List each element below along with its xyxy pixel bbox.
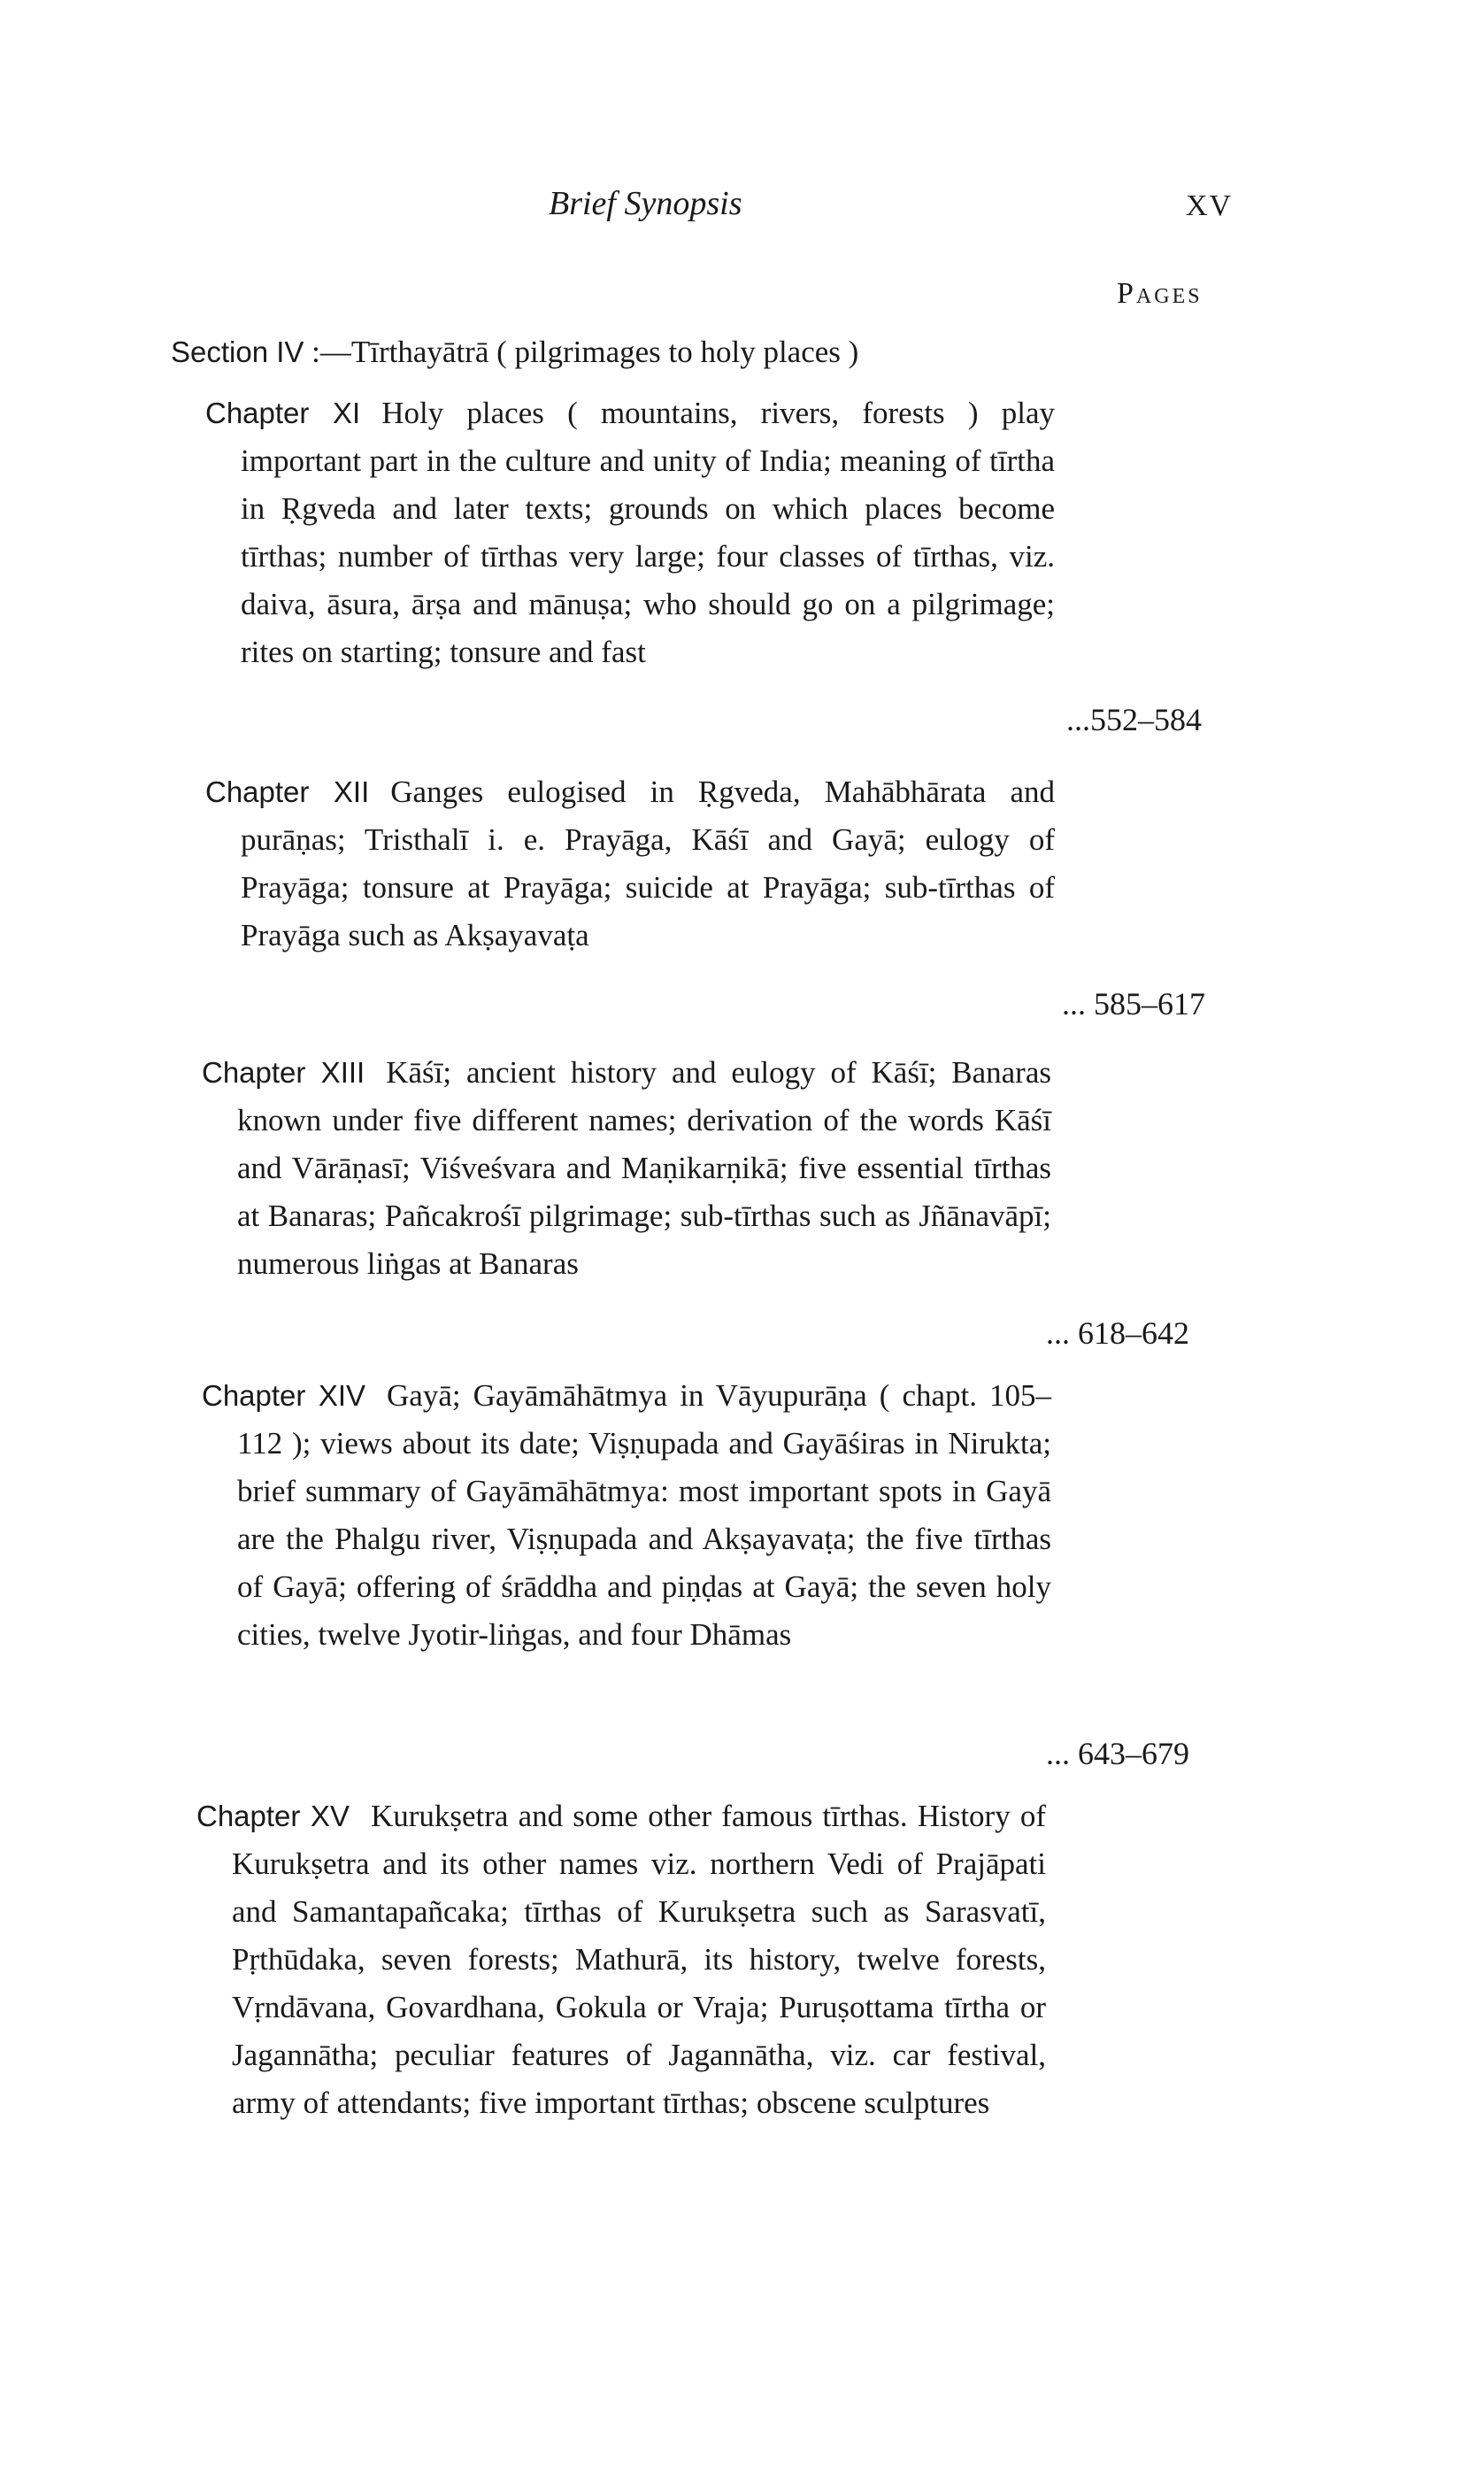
chapter-synopsis <box>205 768 1055 960</box>
chapter-page-range: ... 585–617 <box>1062 986 1205 1021</box>
running-head <box>0 184 1484 228</box>
section-label: Section IV <box>171 335 304 368</box>
page-number: XV <box>1186 189 1234 222</box>
section-heading <box>171 335 858 370</box>
chapter-label: Chapter XV <box>196 1800 350 1832</box>
pages-column-label: Pages <box>1117 277 1203 310</box>
chapter-label: Chapter XIII <box>202 1056 365 1089</box>
chapter-description: Kurukṣetra and some other famous tīrthas. History of Kurukṣetra and its other names viz. northern Vedi of Prajāpati and Samantapañcaka; tīrthas of Kurukṣetra such as Sarasvatī, Pṛthūdaka, seven forests; Mathurā, its history, twelve forests, Vṛndāvana, Govardhana, Gokula or Vraja; Puruṣottama tīrtha or Jagannātha; peculiar features of Jagannātha, viz. car festival, army of attendants; five important tīrthas; obscene sculptures <box>232 1799 1046 2120</box>
section-title: :—Tīrthayātrā ( pilgrimages to holy places ) <box>311 335 859 369</box>
chapter-synopsis <box>196 1792 1046 2127</box>
chapter-label: Chapter XI <box>205 397 361 429</box>
running-title: Brief Synopsis <box>549 185 742 222</box>
chapter-label: Chapter XIV <box>202 1379 366 1412</box>
chapter-description: Kāśī; ancient history and eulogy of Kāśī; Banaras known under five different names; derivation of the words Kāśī and Vārāṇasī; Viśveśvara and Maṇikarṇikā; five essential tīrthas at Banaras; Pañcakrośī pilgrimage; sub-tīrthas such as Jñānavāpī; numerous liṅgas at Banaras <box>237 1055 1051 1281</box>
chapter-page-range: ... 643–679 <box>1046 1736 1189 1771</box>
chapter-label: Chapter XII <box>205 775 370 808</box>
chapter-description: Holy places ( mountains, rivers, forests ) play important part in the culture and unity of India; meaning of tīrtha in Ṛgveda and later texts; grounds on which places become tīrthas; number of tīrthas very large; four classes of tīrthas, viz. daiva, āsura, ārṣa and mānuṣa; who should go on a pilgrimage; rites on starting; tonsure and fast <box>241 396 1056 669</box>
chapter-synopsis <box>202 1372 1051 1659</box>
chapter-page-range: ... 618–642 <box>1046 1315 1189 1351</box>
chapter-description: Gayā; Gayāmāhātmya in Vāyupurāṇa ( chapt. 105–112 ); views about its date; Viṣṇupada and Gayāśiras in Nirukta; brief summary of Gayāmāhātmya: most important spots in Gayā are the Phalgu river, Viṣṇupada and Akṣayavaṭa; the five tīrthas of Gayā; offering of śrāddha and piṇḍas at Gayā; the seven holy cities, twelve Jyotir-liṅgas, and four Dhāmas <box>237 1378 1051 1652</box>
chapter-page-range: ...552–584 <box>1066 702 1202 737</box>
chapter-synopsis <box>205 389 1055 676</box>
chapter-description: Ganges eulogised in Ṛgveda, Mahābhārata and purāṇas; Tristhalī i. e. Prayāga, Kāśī and Gayā; eulogy of Prayāga; tonsure at Prayāga; suicide at Prayāga; sub-tīrthas of Prayāga such as Akṣayavaṭa <box>241 775 1056 952</box>
chapter-synopsis <box>202 1049 1051 1288</box>
